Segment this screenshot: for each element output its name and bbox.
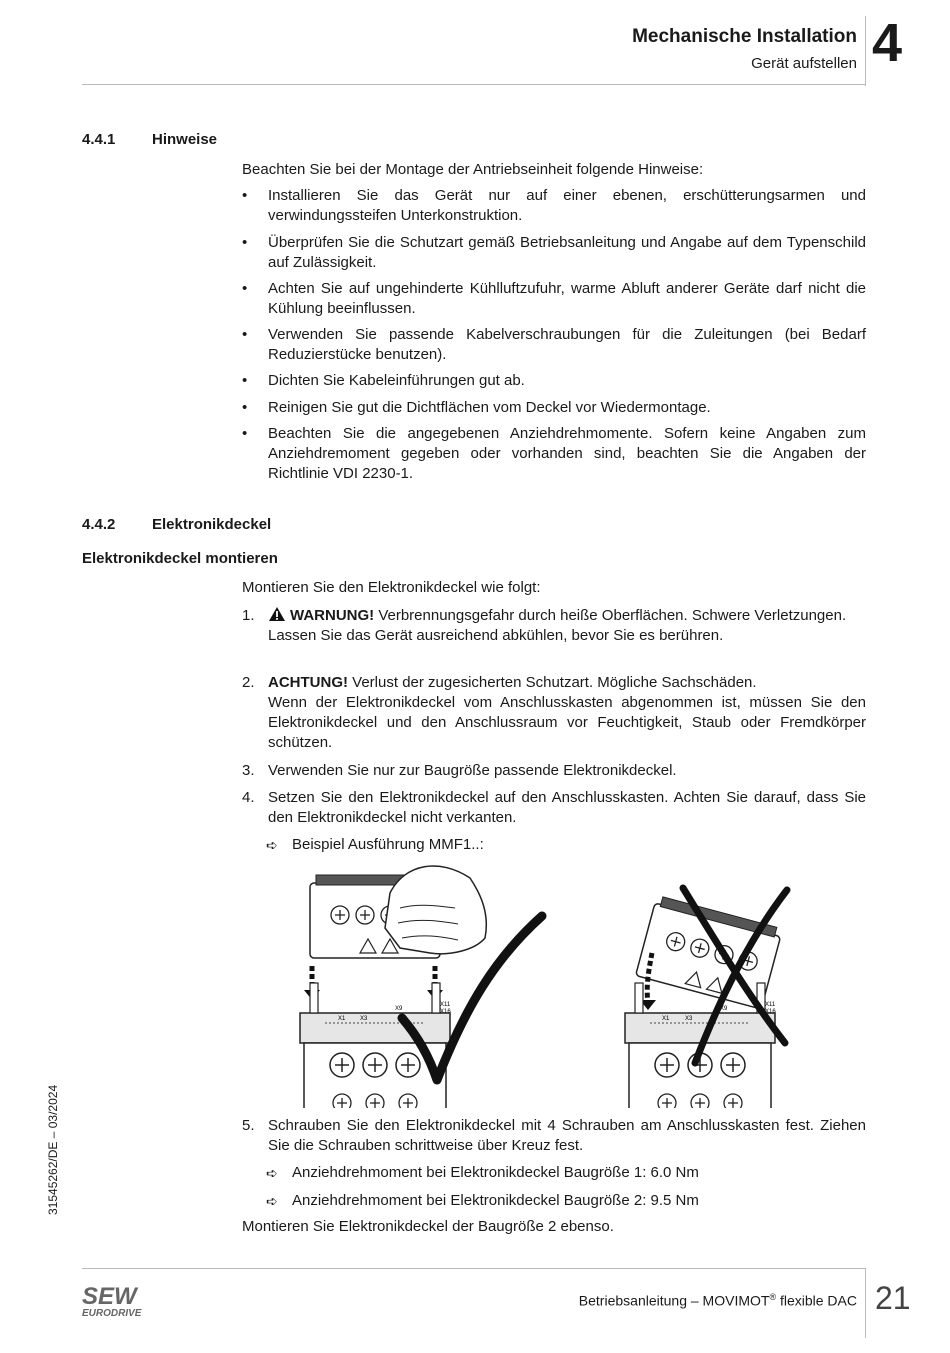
bullet-text: Verwenden Sie passende Kabelverschraubungen für die Zuleitungen (bei Bedarf Reduzierstücke benutzen).	[268, 326, 866, 363]
step-item	[242, 673, 866, 753]
connector-label: X9	[720, 1006, 728, 1012]
list-item	[242, 398, 866, 418]
section-intro: Montieren Sie den Elektronikdeckel wie folgt:	[242, 579, 541, 596]
svg-text:SEW: SEW	[82, 1283, 137, 1310]
document-code: 31545262/DE – 03/2024	[46, 1084, 60, 1215]
bullet: •	[242, 187, 248, 204]
step-number: 1.	[242, 607, 255, 624]
step-item	[242, 788, 866, 828]
result-item	[266, 1163, 866, 1183]
step-number: 4.	[242, 789, 255, 806]
connector-label: X9	[395, 1006, 403, 1012]
correct-mounting-figure	[298, 866, 542, 1108]
step-text: Schrauben Sie den Elektronikdeckel mit 4 Schrauben am Anschlusskasten fest. Ziehen Sie die Schrauben schrittweise über Kreuz fest.	[268, 1117, 866, 1154]
step-item	[242, 761, 866, 781]
list-item	[242, 279, 866, 319]
result-item	[266, 835, 866, 855]
bullet-text: Installieren Sie das Gerät nur auf einer ebenen, erschütterungsarmen und verwindungssteifen Unterkonstruktion.	[268, 187, 866, 224]
sew-eurodrive-logo	[82, 1282, 152, 1322]
bullet: •	[242, 399, 248, 416]
step-text-line2: Wenn der Elektronikdeckel vom Anschlusskasten abgenommen ist, müssen Sie den Elektronikdeckel und den Anschlussraum vor Feuchtigkeit, Staub oder Fremdkörper schützen.	[268, 694, 866, 751]
step-item	[242, 606, 866, 646]
footer-rule	[82, 1268, 866, 1269]
step-text: Verwenden Sie nur zur Baugröße passende Elektronikdeckel.	[268, 762, 677, 779]
chapter-number: 4	[872, 13, 903, 73]
step-number: 5.	[242, 1117, 255, 1134]
connector-label: X11	[440, 1002, 451, 1008]
warning-icon	[268, 606, 286, 622]
list-item	[242, 233, 866, 273]
footer-document-title: Betriebsanleitung – MOVIMOT® flexible DAC	[578, 1292, 857, 1309]
bullet: •	[242, 326, 248, 343]
section-intro: Beachten Sie bei der Montage der Antriebseinheit folgende Hinweise:	[242, 161, 704, 178]
bullet-text: Beachten Sie die angegebenen Anziehdrehmomente. Sofern keine Angaben zum Anziehdremoment gegeben oder vorhanden sind, beachten Sie die Angaben der Richtlinie VDI 2230-1.	[268, 425, 866, 482]
connector-label: X16	[765, 1009, 776, 1015]
mounting-illustration	[280, 858, 800, 1108]
result-arrow-icon: ➪	[266, 837, 278, 853]
torque-value: Anziehdrehmoment bei Elektronikdeckel Baugröße 1: 6.0 Nm	[292, 1164, 699, 1181]
connector-label: X3	[685, 1016, 693, 1022]
header-rule	[82, 84, 866, 85]
chapter-subtitle: Gerät aufstellen	[751, 55, 857, 72]
section-title: Elektronikdeckel	[152, 516, 272, 533]
svg-text:EURODRIVE: EURODRIVE	[82, 1308, 142, 1319]
subheading: Elektronikdeckel montieren	[82, 550, 278, 567]
bullet: •	[242, 280, 248, 297]
bullet: •	[242, 372, 248, 389]
bullet-text: Reinigen Sie gut die Dichtflächen vom Deckel vor Wiedermontage.	[268, 399, 711, 416]
result-item	[266, 1191, 866, 1211]
section-number: 4.4.2	[82, 516, 116, 533]
bullet-text: Überprüfen Sie die Schutzart gemäß Betriebsanleitung und Angabe auf dem Typenschild auf Zulässigkeit.	[268, 234, 866, 271]
list-item	[242, 186, 866, 226]
bullet: •	[242, 425, 248, 442]
caution-label: ACHTUNG!	[268, 674, 348, 691]
connector-label: X3	[360, 1016, 368, 1022]
step-text: Verlust der zugesicherten Schutzart. Mögliche Sachschäden.	[348, 674, 757, 691]
incorrect-mounting-figure	[623, 888, 787, 1108]
connector-label: X1	[662, 1016, 670, 1022]
result-arrow-icon: ➪	[266, 1193, 278, 1209]
step-number: 3.	[242, 762, 255, 779]
chapter-title: Mechanische Installation	[632, 26, 857, 47]
step-text: Verbrennungsgefahr durch heiße Oberflächen. Schwere Verletzungen.	[374, 607, 847, 624]
closing-text: Montieren Sie Elektronikdeckel der Baugröße 2 ebenso.	[242, 1218, 614, 1235]
step-number: 2.	[242, 674, 255, 691]
connector-label: X16	[440, 1009, 451, 1015]
section-number: 4.4.1	[82, 131, 116, 148]
connector-label: X1	[338, 1016, 346, 1022]
step-item	[242, 1116, 866, 1156]
result-arrow-icon: ➪	[266, 1165, 278, 1181]
list-item	[242, 424, 866, 484]
section-title: Hinweise	[152, 131, 218, 148]
bullet-text: Achten Sie auf ungehinderte Kühlluftzufuhr, warme Abluft anderer Geräte darf nicht die Kühlung beeinflussen.	[268, 280, 866, 317]
step-text-line2: Lassen Sie das Gerät ausreichend abkühlen, bevor Sie es berühren.	[268, 627, 724, 644]
warning-label: WARNUNG!	[290, 607, 375, 624]
header-divider	[865, 16, 866, 86]
step-text: Setzen Sie den Elektronikdeckel auf den Anschlusskasten. Achten Sie darauf, dass Sie den Elektronikdeckel nicht verkanten.	[268, 789, 866, 826]
torque-value: Anziehdrehmoment bei Elektronikdeckel Baugröße 2: 9.5 Nm	[292, 1192, 699, 1209]
connector-label: X11	[765, 1002, 776, 1008]
footer-divider	[865, 1268, 866, 1338]
list-item	[242, 371, 866, 391]
example-label: Beispiel Ausführung MMF1..:	[292, 836, 484, 853]
bullet-text: Dichten Sie Kabeleinführungen gut ab.	[268, 372, 525, 389]
list-item	[242, 325, 866, 365]
page-number: 21	[875, 1280, 911, 1316]
bullet: •	[242, 234, 248, 251]
